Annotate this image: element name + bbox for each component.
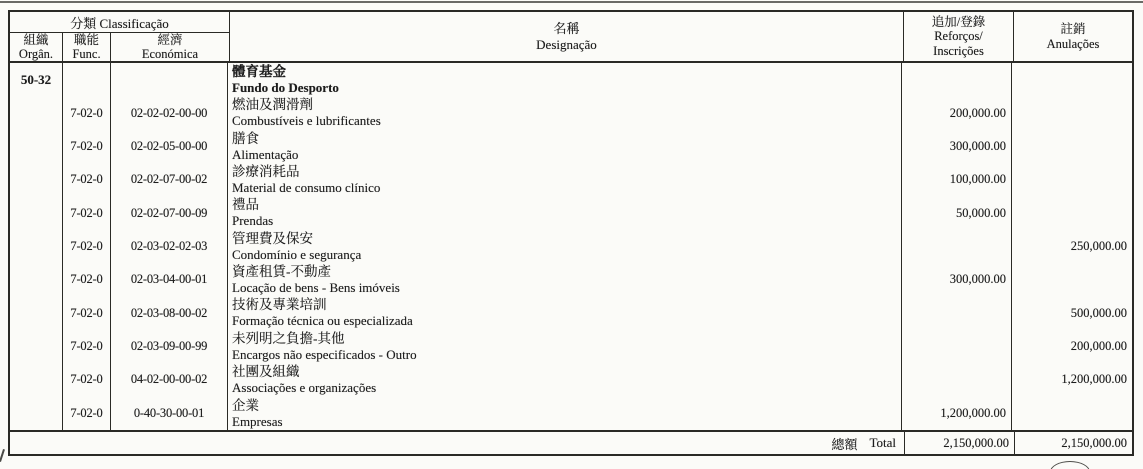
economic-header-zh: 經濟: [157, 33, 183, 47]
budget-table: [8, 10, 1134, 456]
reinforcements-header-pt2: Inscrições: [933, 43, 984, 58]
organ-code-cell: [10, 196, 63, 229]
annulments-amount-cell: [1012, 163, 1132, 196]
organ-code-cell: [10, 230, 63, 263]
table-body: [10, 63, 1132, 430]
designation-zh: 企業: [232, 397, 259, 413]
func-header-pt: Func.: [72, 47, 101, 61]
reinforcements-amount-cell: 300,000.00: [902, 130, 1012, 163]
economic-code-cell: 02-02-05-00-00: [111, 130, 228, 163]
designation-zh: 膳食: [232, 130, 259, 146]
annulments-amount-cell: 1,200,000.00: [1061, 372, 1127, 387]
designation-pt: Formação técnica ou especializada: [232, 313, 413, 329]
classification-subheader-row: [10, 33, 229, 61]
annulments-amount-cell: 200,000.00: [1070, 339, 1127, 354]
organ-code-cell: [10, 297, 63, 330]
reinforcements-amount-cell: 300,000.00: [902, 263, 1012, 296]
table-row: [10, 363, 1132, 396]
table-row: [10, 230, 1132, 263]
total-reinforcements-amount: 2,150,000.00: [905, 432, 1015, 454]
economic-code-cell: 02-03-09-00-99: [111, 330, 228, 363]
func-code-cell: 7-02-0: [63, 196, 111, 229]
column-header-annulments: [1014, 12, 1132, 61]
reinforcements-header-zh: 追加/登錄: [931, 14, 986, 29]
organ-code-cell: [10, 130, 63, 163]
designation-zh: 社團及組織: [232, 364, 300, 380]
reinforcements-amount-cell: 50,000.00: [902, 196, 1012, 229]
table-row: [10, 96, 1132, 129]
table-row: [10, 63, 1132, 96]
total-label-zh: 總額: [831, 436, 858, 452]
func-header-zh: 職能: [73, 33, 99, 47]
designation-pt: Combustíveis e lubrificantes: [232, 113, 381, 129]
classification-header-group: [10, 12, 230, 61]
designation-zh: 診療消耗品: [232, 164, 300, 179]
reinforcements-amount-cell: [902, 330, 1012, 363]
economic-code-cell: 02-02-07-00-09: [111, 196, 228, 229]
func-code-cell: 7-02-0: [63, 397, 111, 430]
reinforcements-header-pt1: Reforços/: [934, 29, 983, 44]
organ-code-cell: [10, 163, 63, 196]
func-code-cell: 7-02-0: [63, 330, 111, 363]
organ-header-pt: Orgân.: [18, 47, 54, 61]
annulments-amount-cell: [1012, 130, 1132, 163]
designation-cell: [228, 263, 902, 296]
reinforcements-amount-cell: [902, 63, 1012, 96]
economic-code-cell: 02-03-04-00-01: [111, 263, 228, 296]
organ-code-cell: [10, 330, 63, 363]
economic-code-cell: 04-02-00-00-02: [111, 363, 228, 396]
page-edge-line: [0, 1, 1143, 3]
designation-pt: Condomínio e segurança: [232, 246, 362, 262]
designation-pt: Locação de bens - Bens imóveis: [232, 280, 400, 296]
column-header-func: [63, 33, 111, 61]
pen-mark-artifact: [0, 449, 5, 462]
designation-zh: 燃油及潤滑劑: [232, 97, 313, 113]
designation-zh: 體育基金: [232, 63, 286, 79]
organ-code-cell: [10, 397, 63, 430]
economic-code-cell: [111, 63, 228, 96]
organ-code-cell: 50-32: [10, 63, 63, 96]
classification-group-header: 分類 Classificação: [10, 12, 229, 33]
economic-header-pt: Económica: [141, 47, 199, 61]
designation-pt: Alimentação: [232, 146, 299, 162]
total-annulments-amount: 2,150,000.00: [1061, 435, 1127, 450]
total-label: [10, 432, 905, 454]
column-header-designation: [230, 12, 904, 61]
func-code-cell: 7-02-0: [63, 230, 111, 263]
designation-cell: [228, 196, 902, 229]
organ-code-cell: [10, 263, 63, 296]
designation-pt: Material de consumo clínico: [232, 180, 381, 195]
designation-zh: 管理費及保安: [232, 230, 313, 246]
func-code-cell: 7-02-0: [63, 130, 111, 163]
table-row: [10, 397, 1132, 430]
reinforcements-amount-cell: 100,000.00: [902, 163, 1012, 196]
reinforcements-amount-cell: [902, 297, 1012, 330]
designation-zh: 未列明之負擔-其他: [232, 330, 345, 346]
designation-cell: [228, 63, 902, 96]
designation-cell: [228, 363, 902, 396]
designation-pt: Fundo do Desporto: [232, 79, 339, 95]
designation-header-zh: 名稱: [553, 20, 580, 36]
column-header-economic: [111, 33, 229, 61]
annulments-amount-cell: 250,000.00: [1070, 238, 1127, 253]
reinforcements-amount-cell: 1,200,000.00: [902, 397, 1012, 430]
annulments-amount-cell: [1012, 196, 1132, 229]
designation-pt: Encargos não especificados - Outro: [232, 346, 417, 362]
annulments-amount-cell: [1012, 96, 1132, 129]
annulments-amount-cell: [1012, 63, 1132, 96]
func-code-cell: 7-02-0: [63, 363, 111, 396]
designation-cell: [228, 130, 902, 163]
designation-cell: [228, 163, 902, 196]
economic-code-cell: 02-03-08-00-02: [111, 297, 228, 330]
designation-zh: 資產租賃-不動產: [232, 264, 331, 280]
total-label-pt: Total: [869, 435, 896, 450]
economic-code-cell: 02-03-02-02-03: [111, 230, 228, 263]
table-row: [10, 330, 1132, 363]
table-row: [10, 130, 1132, 163]
organ-header-zh: 組織: [23, 33, 49, 47]
table-row: [10, 196, 1132, 229]
total-row: [10, 430, 1132, 454]
func-code-cell: 7-02-0: [63, 163, 111, 196]
table-row: [10, 297, 1132, 330]
reinforcements-amount-cell: 200,000.00: [902, 96, 1012, 129]
func-code-cell: 7-02-0: [63, 96, 111, 129]
partial-stamp-circle: [1050, 461, 1090, 469]
annulments-amount-cell: 500,000.00: [1070, 305, 1127, 320]
economic-code-cell: 02-02-02-00-00: [111, 96, 228, 129]
annulments-header-pt: Anulações: [1046, 36, 1100, 51]
designation-zh: 禮品: [232, 197, 259, 213]
designation-cell: [228, 96, 902, 129]
reinforcements-amount-cell: [902, 363, 1012, 396]
designation-zh: 技術及專業培訓: [232, 297, 327, 313]
economic-code-cell: 0-40-30-00-01: [111, 397, 228, 430]
reinforcements-amount-cell: [902, 230, 1012, 263]
designation-pt: Associações e organizações: [232, 380, 377, 396]
table-header-row: [10, 12, 1132, 63]
table-row: [10, 263, 1132, 296]
designation-cell: [228, 330, 902, 363]
annulments-amount-cell: [1012, 263, 1132, 296]
designation-cell: [228, 397, 902, 430]
annulments-amount-cell: [1012, 397, 1132, 430]
func-code-cell: 7-02-0: [63, 297, 111, 330]
designation-pt: Empresas: [232, 413, 283, 429]
organ-code-cell: [10, 363, 63, 396]
organ-code-cell: [10, 96, 63, 129]
func-code-cell: [63, 63, 111, 96]
designation-cell: [228, 230, 902, 263]
designation-cell: [228, 297, 902, 330]
annulments-header-zh: 註銷: [1060, 21, 1086, 36]
func-code-cell: 7-02-0: [63, 263, 111, 296]
column-header-reinforcements: [904, 12, 1014, 61]
designation-header-pt: Designação: [536, 36, 597, 52]
designation-pt: Prendas: [232, 213, 274, 229]
column-header-organ: [10, 33, 63, 61]
economic-code-cell: 02-02-07-00-02: [111, 163, 228, 196]
table-row: [10, 163, 1132, 196]
